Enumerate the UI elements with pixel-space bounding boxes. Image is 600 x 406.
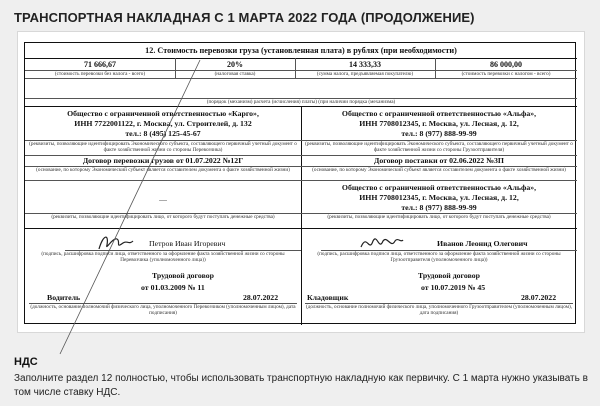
- shipper-org-line3: тел.: 8 (977) 888-99-99: [401, 129, 477, 138]
- carrier-contract: Договор перевозки грузов от 01.07.2022 №12Г: [82, 156, 244, 165]
- tax-rate-caption: (налоговая ставка): [214, 71, 256, 77]
- carrier-org-line2: ИНН 7722001122, г. Москва, ул. Строителей, д. 132: [74, 119, 252, 128]
- shipper-basis-caption: (должность, основание полномочий физического лица, уполномоченного Грузоотправителем (уполномоченным лицом), дата подписания): [305, 304, 573, 317]
- page-banner: ТРАНСПОРТНАЯ НАКЛАДНАЯ С 1 МАРТА 2022 ГОДА (ПРОДОЛЖЕНИЕ): [14, 10, 475, 25]
- shipper-basis-date: от 10.07.2019 № 45: [421, 283, 486, 292]
- shipper-payer-line1: Общество с ограниченной ответственностью «Альфа»,: [341, 183, 537, 192]
- carrier-org-line1: Общество с ограниченной ответственностью «Карго»,: [67, 109, 259, 118]
- shipper-org-caption: (реквизиты, позволяющие идентифицировать Экономического субъекта, составляющего первичный учетный документ о факте хозяйственной жизни со стороны Грузоотправителя): [305, 141, 573, 154]
- calc-method-caption: (порядок (механизм) расчета (исчисления) платы) (при наличии порядка (механизма): [206, 99, 396, 105]
- carrier-sign-date: 28.07.2022: [243, 293, 279, 302]
- note-text: Заполните раздел 12 полностью, чтобы использовать транспортную накладную как первичку. С 1 марта нужно указывать в том числе ставку НДС.: [14, 373, 588, 398]
- section-title: 12. Стоимость перевозки груза (установленная плата) в рублях (при необходимости): [145, 46, 457, 55]
- carrier-payer-caption: (реквизиты, позволяющие идентифицировать лицо, от которого будут поступать денежные средства): [51, 214, 275, 220]
- cost-without-tax: 71 666,67: [84, 60, 116, 69]
- note-title: НДС: [14, 356, 38, 368]
- tax-amount-caption: (сумма налога, предъявляемая покупателю): [316, 71, 414, 77]
- shipper-payer-line3: тел.: 8 (977) 888-99-99: [401, 203, 477, 212]
- carrier-basis-caption: (должность, основание полномочий физического лица, уполномоченного Перевозчиком (уполномоченным лицом), дата подписания): [30, 304, 296, 317]
- shipper-org-line1: Общество с ограниченной ответственностью «Альфа»,: [341, 109, 537, 118]
- carrier-signer-caption: (подпись, расшифровка подписи лица, ответственного за оформление факта хозяйственной жизни со стороны Перевозчика (уполномоченного лица)): [41, 251, 285, 264]
- carrier-basis-date: от 01.03.2009 № 11: [141, 283, 205, 292]
- shipper-contract-caption: (основание, по которому Экономический субъект является составителем документа о факте хозяйственной жизни): [312, 167, 566, 173]
- cost-without-tax-caption: (стоимость перевозки без налога - всего): [54, 71, 146, 77]
- carrier-org-caption: (реквизиты, позволяющие идентифицировать Экономического субъекта, составляющего первичный учетный документ о факте хозяйственной жизни со стороны Перевозчика): [29, 141, 297, 154]
- shipper-basis-title: Трудовой договор: [418, 271, 480, 280]
- carrier-org-line3: тел.: 8 (495) 125-45-67: [125, 129, 201, 138]
- shipper-role: Кладовщик: [307, 293, 349, 302]
- shipper-payer-line2: ИНН 7708012345, г. Москва, ул. Лесная, д. 12,: [359, 193, 519, 202]
- carrier-payer-dash: —: [159, 195, 167, 204]
- shipper-sign-date: 28.07.2022: [521, 293, 557, 302]
- carrier-role: Водитель: [47, 293, 81, 302]
- shipper-signer-caption: (подпись, расшифровка подписи лица, ответственного за оформление факта хозяйственной жизни со стороны Грузоотправителя (уполномоченного лица)): [317, 251, 561, 264]
- cost-with-tax: 86 000,00: [490, 60, 522, 69]
- shipper-signer-name: Иванов Леонид Олегович: [437, 239, 528, 248]
- shipper-contract: Договор поставки от 02.06.2022 №3П: [374, 156, 504, 165]
- cost-with-tax-caption: (стоимость перевозки с налогом - всего): [461, 71, 551, 77]
- carrier-signer-name: Петров Иван Игоревич: [149, 239, 226, 248]
- shipper-payer-caption: (реквизиты, позволяющие идентифицировать лицо, от которого будут поступать денежные средства): [327, 214, 551, 220]
- shipper-org-line2: ИНН 7708012345, г. Москва, ул. Лесная, д. 12,: [359, 119, 519, 128]
- carrier-contract-caption: (основание, по которому Экономический субъект является составителем документа о факте хозяйственной жизни): [36, 167, 290, 173]
- tax-amount: 14 333,33: [349, 60, 381, 69]
- carrier-basis-title: Трудовой договор: [152, 271, 214, 280]
- tax-rate: 20%: [227, 60, 243, 69]
